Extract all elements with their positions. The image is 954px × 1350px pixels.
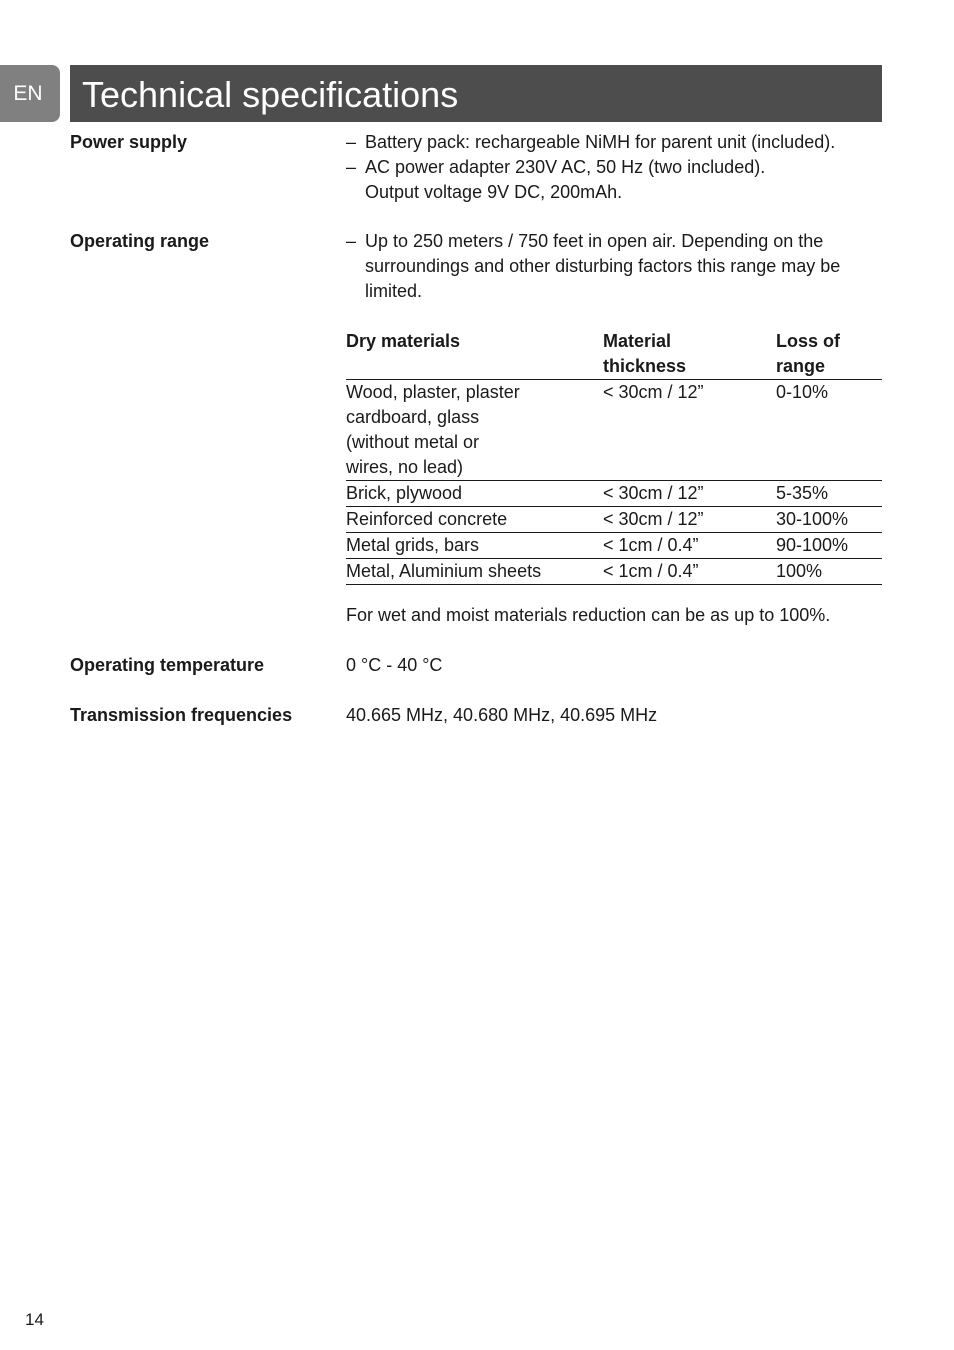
table-cell: Reinforced concrete: [346, 507, 603, 533]
table-row: [346, 481, 882, 507]
power-supply-list: [346, 130, 882, 205]
operating-temperature-value: 0 °C - 40 °C: [346, 655, 443, 675]
power-supply-content: [346, 130, 882, 205]
table-cell: 0-10%: [776, 380, 882, 481]
table-cell: < 30cm / 12”: [603, 507, 776, 533]
transmission-frequencies-label: Transmission frequencies: [70, 705, 293, 725]
table-row: [346, 533, 882, 559]
page-title: Technical specifications: [70, 65, 882, 122]
table-row: [346, 507, 882, 533]
table-header-row: [346, 329, 882, 380]
materials-table: [346, 329, 882, 585]
table-cell: Metal grids, bars: [346, 533, 603, 559]
table-row: [346, 380, 882, 481]
table-cell: 30-100%: [776, 507, 882, 533]
power-supply-label: Power supply: [70, 132, 188, 152]
table-cell: 100%: [776, 559, 882, 585]
table-cell: < 1cm / 0.4”: [603, 559, 776, 585]
table-cell: < 1cm / 0.4”: [603, 533, 776, 559]
table-cell: Metal, Aluminium sheets: [346, 559, 603, 585]
list-item: – Up to 250 meters / 750 feet in open air. Depending on the surroundings and other disturbing factors this range may be limited.: [346, 229, 870, 304]
operating-range-list: [346, 229, 882, 304]
column-header: Material thickness: [603, 329, 776, 380]
table-cell: 5-35%: [776, 481, 882, 507]
list-item: – Battery pack: rechargeable NiMH for parent unit (included).: [346, 130, 882, 155]
column-header: Dry materials: [346, 329, 603, 380]
page-number: 14: [25, 1310, 44, 1329]
wet-materials-note: For wet and moist materials reduction can be as up to 100%.: [346, 605, 831, 625]
table-cell: < 30cm / 12”: [603, 380, 776, 481]
table-row: [346, 559, 882, 585]
table-cell: Wood, plaster, plaster cardboard, glass (without metal or wires, no lead): [346, 380, 603, 481]
transmission-frequencies-value: 40.665 MHz, 40.680 MHz, 40.695 MHz: [346, 705, 658, 725]
column-header: Loss of range: [776, 329, 882, 380]
list-item: – AC power adapter 230V AC, 50 Hz (two included). Output voltage 9V DC, 200mAh.: [346, 155, 805, 205]
table-cell: Brick, plywood: [346, 481, 603, 507]
language-tab: EN: [0, 65, 60, 122]
table-cell: 90-100%: [776, 533, 882, 559]
table-cell: < 30cm / 12”: [603, 481, 776, 507]
operating-range-label: Operating range: [70, 231, 210, 251]
operating-range-content: [346, 229, 882, 304]
operating-temperature-label: Operating temperature: [70, 655, 265, 675]
